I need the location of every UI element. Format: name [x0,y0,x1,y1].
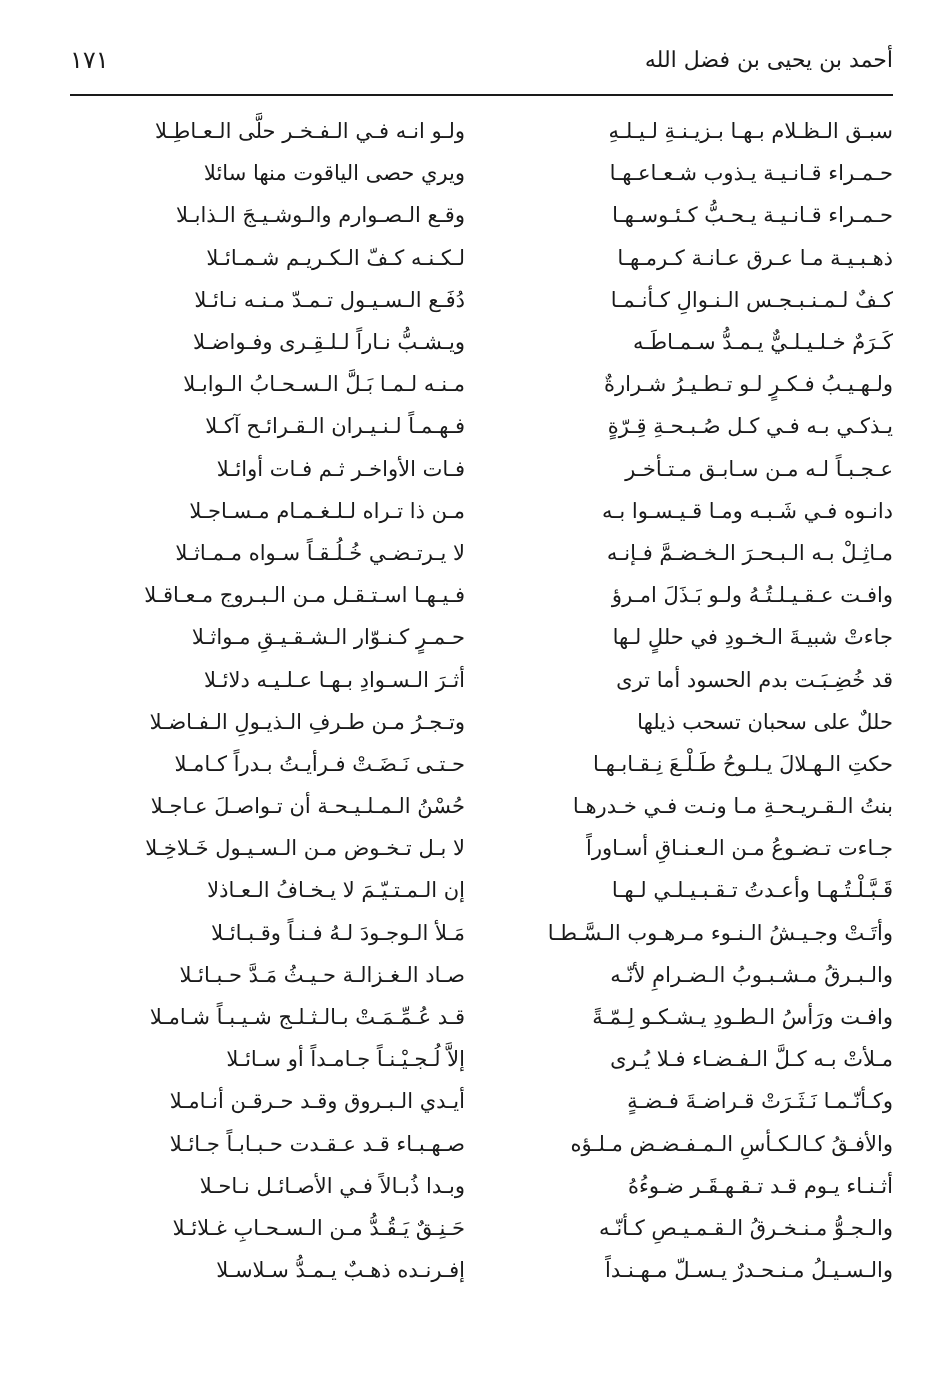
verse [70,996,893,1038]
verse [70,532,893,574]
verse [70,448,893,490]
second-hemistich: أثـرَ الـسـوادِ بـهـا عـلـيـه دلائـلا [203,667,465,692]
verse [70,490,893,532]
verse [70,363,893,405]
first-hemistich: والـبـرقُ مـشـبـوبُ الـضـرامِ لأنّـه [610,962,893,987]
second-hemistich: إن الـمـتـيّـمَ لا يـخـافُ الـعـاذلا [207,878,465,903]
first-hemistich: وافـت ورَأسُ الـطـودِ يـشـكـو لِـمّـةً [592,1005,893,1030]
verse [70,954,893,996]
first-hemistich: ولـهـيـبُ فـكـرٍ لـو تـطـيـرُ شـرارةٌ [603,372,893,397]
second-hemistich: وبـدا ذُبـالاً فـي الأصـائـل نـاحـلا [199,1173,465,1198]
first-hemistich: حللٌ على سحبان تسحب ذيلها [637,709,893,734]
verse [70,1249,893,1291]
verse [70,237,893,279]
second-hemistich: مَـلأ الـوجـودَ لـهُ فـنـاً وقـبـائـلا [211,920,465,945]
verse [70,405,893,447]
second-hemistich: إلاَّ لُـجـيْـنـاً جـامـداً أو سـائـلا [226,1047,465,1072]
second-hemistich: ويـشـبُّ نـاراً لـلـقِـرى وفـواضـلا [192,330,465,355]
first-hemistich: مـاثِـلْ بـه الـبـحـرَ الـخـضـمَّ فـإنـه [606,540,893,565]
first-hemistich: والأفـقُ كـالـكـأسِ الـمـفـضـض مـلـؤه [570,1131,893,1156]
page-number: ١٧١ [70,46,109,74]
first-hemistich: قد خُضِـبَـت بدم الحسود أما ترى [616,667,893,692]
first-hemistich: حـمـراء قـانـيـة يـحـبُّ كـئـوسـهـا [612,203,893,228]
second-hemistich: ولـو انـه فـي الـفـخـر حلَّى الـعـاطِـلا [154,119,465,144]
verse [70,701,893,743]
verse [70,574,893,616]
first-hemistich: والـسـيـلُ مـنـحـدرٌ يـسـلّ مـهـنـداً [605,1258,893,1283]
second-hemistich: مـنـه لـمـا بَـلَّ الـسـحـابُ الـوابـلا [183,372,465,397]
verse [70,869,893,911]
second-hemistich: لا بـل تـخـوض مـن الـسـيـول خَـلاخِـلا [145,836,465,861]
first-hemistich: عـجـبـاً لـه مـن سـابـق مـتـأخـر [625,456,893,481]
first-hemistich: وافـت عـقـيـلـتُـهُ ولـو بَـذَلَ امـرؤ [611,583,893,608]
second-hemistich: لا يـرتـضـي خُـلُـقـاً سـواه مـمـاثـلا [175,540,465,565]
verse [70,1207,893,1249]
verse [70,827,893,869]
verse [70,785,893,827]
first-hemistich: حـمـراء قـانـيـة يـذوب شـعـاعـهـا [609,161,893,186]
verse [70,321,893,363]
first-hemistich: وكـأنّـمـا نَـثَـرَتْ قـراضـةَ فـضـةٍ [627,1089,893,1114]
verse [70,616,893,658]
second-hemistich: مـن ذا تـراه لـلـغـمـام مـسـاجـلا [189,498,465,523]
second-hemistich: لـكـنـه كـفّ الـكـريـم شـمـائـلا [206,245,465,270]
first-hemistich: وأتَـتْ وجـيـشُ الـنـوء مـرهـوب الـسَّـطـا [547,920,893,945]
verse [70,1123,893,1165]
second-hemistich: حَـنِـقٌ يَـقُـدُّ مـن الـسـحـابِ غـلائـلا [172,1215,465,1240]
verse [70,152,893,194]
second-hemistich: ويري حصى الياقوت منها سائلا [203,161,465,186]
second-hemistich: حـتـى نَـضَـتْ فـرأيـتُ بـدراً كـامـلا [174,751,465,776]
second-hemistich: فـات الأواخـر ثـم فـات أوائـلا [216,456,465,481]
second-hemistich: قـد عُـمِّـمَـتْ بـالـثـلـج شـيـبـاً شـامـلا [149,1005,465,1030]
first-hemistich: دانـوه فـي شَـبـه ومـا قـيـسـوا بـه [601,498,893,523]
header-rule [70,94,893,96]
first-hemistich: والـجـوُّ مـنـخـرقُ الـقـمـيـصِ كـأنّـه [598,1215,893,1240]
second-hemistich: صـاد الـغـزالـة حـيـثُ مَـدَّ حـبـائـلا [179,962,465,987]
second-hemistich: أيـدي الـبـروق وقـد حـرقـن أنـامـلا [169,1089,465,1114]
first-hemistich: حكتِ الـهـلالَ يـلـوحُ طَـلْـعَ نِـقـابـهـا [593,751,893,776]
first-hemistich: بنتُ الـقـريـحـةِ مـا ونـت فـي خـدرهـا [572,794,893,819]
verse [70,110,893,152]
first-hemistich: يـذكـي بـه فـي كـل صُـبـحـةِ قِـرّةٍ [607,414,893,439]
second-hemistich: حـمـرٍ كـنـوّار الـشـقـيـقِ مـواثـلا [191,625,465,650]
second-hemistich: وتـجـرُ مـن طـرفِ الـذيـولِ الـفـاضـلا [149,709,465,734]
first-hemistich: سبـق الـظـلام بـهـا بـزيـنـةِ لـيـلـهِ [608,119,893,144]
second-hemistich: صـهـبـاء قـد عـقـدت حـبـابـاً جـائـلا [169,1131,465,1156]
first-hemistich: مـلأتْ بـه كـلَّ الـفـضـاء فـلا يُـرى [610,1047,893,1072]
poem [70,110,893,1291]
first-hemistich: كَـرَمٌ خـلـيـلـيٌّ يـمـدُّ سـمـاطَـه [633,330,893,355]
verse [70,1165,893,1207]
verse [70,1038,893,1080]
verse [70,279,893,321]
first-hemistich: ذهـبـيـة مـا عـرق عـانـة كـرمـهـا [617,245,893,270]
verse [70,658,893,700]
second-hemistich: حُسْنُ الـمـلـيـحـة أن تـواصـلَ عـاجـلا [150,794,465,819]
second-hemistich: فـهـمـاً لـنـيـران الـقـرائـح آكـلا [205,414,465,439]
first-hemistich: أثـنـاء يـوم قـد تـقـهـقَـر ضـوءُهُ [627,1173,893,1198]
verse [70,1080,893,1122]
verse [70,194,893,236]
first-hemistich: كـفٌ لـمـنـبـجـس الـنـوالِ كـأنـمـا [610,287,893,312]
first-hemistich: جـاءت تـضـوعُ مـن الـعـنـاقِ أسـاوراً [586,836,893,861]
second-hemistich: إفـرنـده ذهـبٌ يـمـدُّ سـلاسـلا [216,1258,465,1283]
first-hemistich: جاءتْ شبيـةَ الـخـودِ في حللٍ لـها [612,625,893,650]
verse [70,743,893,785]
second-hemistich: فـيـهـا اسـتـقـل مـن الـبـروج مـعـاقـلا [144,583,465,608]
second-hemistich: وقـع الـصـوارم والـوشـيـجَ الـذابـلا [175,203,465,228]
page-header [70,38,893,96]
verse [70,912,893,954]
first-hemistich: قَـبَّـلْـتُـهـا وأعـدتُ تـقـبـيـلـي لـهـا [611,878,893,903]
running-title: أحمد بن يحيى بن فضل الله [644,48,893,73]
second-hemistich: دُفَـع الـسـيـول تـمـدّ مـنـه نـائـلا [194,287,465,312]
